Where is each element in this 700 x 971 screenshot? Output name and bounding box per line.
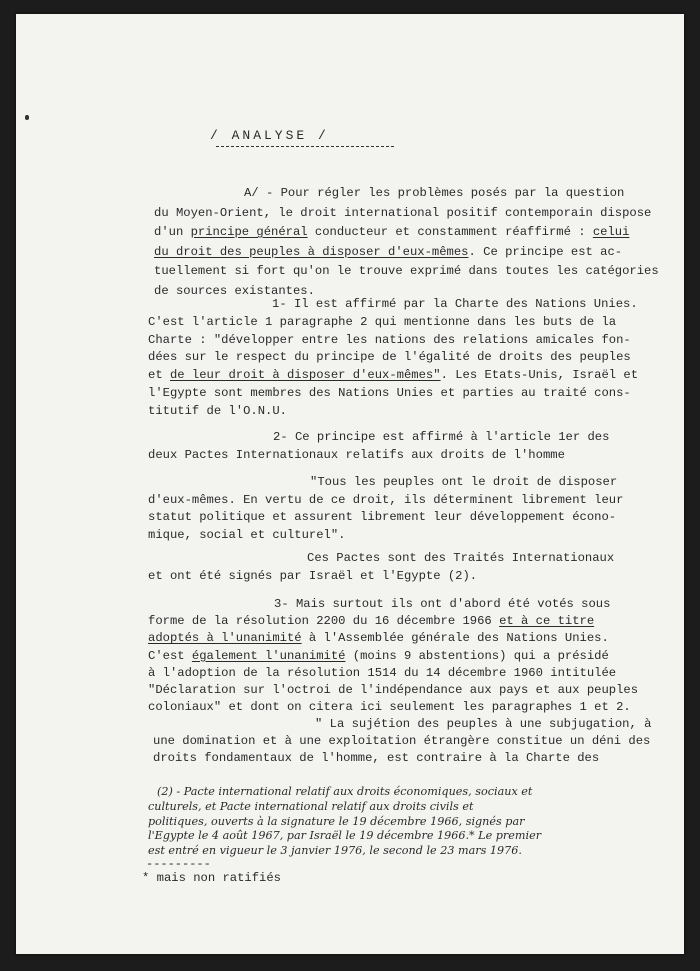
underlined-text: également l'unanimité bbox=[191, 648, 346, 663]
text-run: coloniaux" et dont on citera ici seulement les paragraphes 1 et 2. bbox=[148, 700, 631, 715]
text-run: (moins 9 abstentions) qui a présidé bbox=[345, 648, 609, 663]
section-1-line bbox=[148, 404, 287, 418]
text-run: l'Egypte sont membres des Nations Unies et parties au traité cons- bbox=[148, 386, 631, 400]
underlined-text: principe général bbox=[190, 225, 308, 239]
text-run: "Déclaration sur l'octroi de l'indépendance aux pays et aux peuples bbox=[148, 683, 639, 697]
section-a-line bbox=[154, 284, 315, 298]
text-run: " La sujétion des peuples à une subjugation, à bbox=[315, 717, 652, 731]
text-run: d'un bbox=[154, 225, 191, 239]
section-a-line bbox=[154, 245, 622, 259]
section-1-line bbox=[148, 333, 631, 347]
section-a-line bbox=[154, 225, 629, 239]
quote-2-line bbox=[315, 717, 651, 731]
text-run: mique, social et culturel". bbox=[148, 527, 346, 542]
text-run: tuellement si fort qu'on le trouve exprimé dans toutes les catégories bbox=[154, 264, 659, 278]
text-run: à l'Assemblée générale des Nations Unies. bbox=[301, 631, 609, 646]
section-3-line bbox=[274, 597, 610, 611]
text-run: une domination et à une exploitation étrangère constitue un déni des bbox=[153, 734, 651, 749]
punch-mark bbox=[25, 115, 29, 120]
asterisk-note: * mais non ratifiés bbox=[142, 871, 281, 885]
text-run: A/ - Pour régler les problèmes posés par la question bbox=[244, 186, 625, 200]
text-run: droits fondamentaux de l'homme, est contraire à la Charte des bbox=[153, 751, 600, 766]
document-page bbox=[16, 14, 684, 954]
footnote-line bbox=[157, 785, 532, 799]
footnote-separator: --------- bbox=[146, 857, 211, 871]
underlined-text: celui bbox=[592, 225, 630, 239]
text-run: dées sur le respect du principe de l'égalité de droits des peuples bbox=[148, 350, 631, 365]
text-run: l'Egypte le 4 août 1967, par Israël le 19 décembre 1966.* Le premier bbox=[148, 829, 542, 843]
text-run: deux Pactes Internationaux relatifs aux droits de l'homme bbox=[148, 447, 565, 462]
text-run: 1- Il est affirmé par la Charte des Nations Unies. bbox=[272, 297, 638, 311]
text-run: 2- Ce principe est affirmé à l'article 1er des bbox=[273, 430, 610, 444]
section-1-line bbox=[148, 350, 631, 364]
footnote-line bbox=[148, 829, 541, 843]
underlined-text: du droit des peuples à disposer d'eux-mêmes bbox=[154, 244, 469, 259]
section-2-line bbox=[273, 430, 609, 444]
section-3-line bbox=[148, 631, 609, 645]
section-3-line bbox=[148, 683, 638, 697]
section-3-line bbox=[148, 614, 594, 628]
text-run: forme de la résolution 2200 du 16 décembre 1966 bbox=[148, 614, 500, 629]
underlined-text: de leur droit à disposer d'eux-mêmes" bbox=[169, 368, 441, 383]
title-underline bbox=[216, 146, 394, 147]
quote-1-line bbox=[148, 510, 616, 524]
section-a-line bbox=[244, 186, 624, 200]
text-run: . Ce principe est ac- bbox=[468, 244, 623, 259]
text-run: et bbox=[148, 368, 170, 383]
footnote-line bbox=[148, 800, 473, 814]
section-3-line bbox=[148, 666, 616, 680]
quote-1-line bbox=[148, 528, 345, 542]
section-3-line bbox=[148, 649, 609, 663]
text-run: d'eux-mêmes. En vertu de ce droit, ils déterminent librement leur bbox=[148, 492, 624, 507]
quote-1-line bbox=[148, 493, 623, 507]
pactes-line bbox=[148, 569, 477, 583]
text-run: Charte : "développer entre les nations des relations amicales fon- bbox=[148, 332, 631, 347]
section-a-line bbox=[154, 264, 659, 278]
section-1-line bbox=[148, 386, 631, 400]
section-1-line bbox=[272, 297, 638, 311]
text-run: du Moyen-Orient, le droit international positif contemporain dispose bbox=[154, 205, 652, 220]
text-run: C'est l'article 1 paragraphe 2 qui mentionne dans les buts de la bbox=[148, 314, 617, 329]
text-run: "Tous les peuples ont le droit de disposer bbox=[310, 475, 618, 489]
pactes-line bbox=[307, 551, 614, 565]
text-run: 3- Mais surtout ils ont d'abord été votés sous bbox=[274, 597, 611, 611]
section-1-line bbox=[148, 315, 616, 329]
text-run: de sources existantes. bbox=[154, 283, 315, 298]
text-run: conducteur et constamment réaffirmé : bbox=[307, 225, 593, 239]
underlined-text: et à ce titre bbox=[499, 614, 595, 629]
section-a-line bbox=[154, 206, 651, 220]
text-run: statut politique et assurent librement leur développement écono- bbox=[148, 510, 617, 524]
text-run: Ces Pactes sont des Traités Internationaux bbox=[307, 551, 615, 565]
underlined-text: adoptés à l'unanimité bbox=[148, 631, 302, 646]
quote-2-line bbox=[153, 734, 650, 748]
text-run: (2) - Pacte international relatif aux droits économiques, sociaux et bbox=[157, 785, 533, 798]
text-run: politiques, ouverts à la signature le 19 décembre 1966, signés par bbox=[148, 814, 525, 828]
section-1-line bbox=[148, 368, 638, 382]
text-run: C'est bbox=[148, 648, 192, 663]
section-3-line bbox=[148, 700, 631, 714]
text-run: titutif de l'O.N.U. bbox=[148, 403, 287, 418]
text-run: à l'adoption de la résolution 1514 du 14 décembre 1960 intitulée bbox=[148, 665, 617, 680]
section-2-line bbox=[148, 448, 565, 462]
quote-1-line bbox=[310, 475, 617, 489]
quote-2-line bbox=[153, 751, 599, 765]
text-run: est entré en vigueur le 3 janvier 1976, le second le 23 mars 1976. bbox=[148, 844, 522, 858]
text-run: et ont été signés par Israël et l'Egypte (2). bbox=[148, 569, 478, 583]
page-title: / ANALYSE / bbox=[210, 128, 329, 143]
text-run: culturels, et Pacte international relatif aux droits civils et bbox=[148, 799, 474, 813]
footnote-line bbox=[148, 815, 524, 829]
text-run: . Les Etats-Unis, Israël et bbox=[440, 368, 639, 383]
